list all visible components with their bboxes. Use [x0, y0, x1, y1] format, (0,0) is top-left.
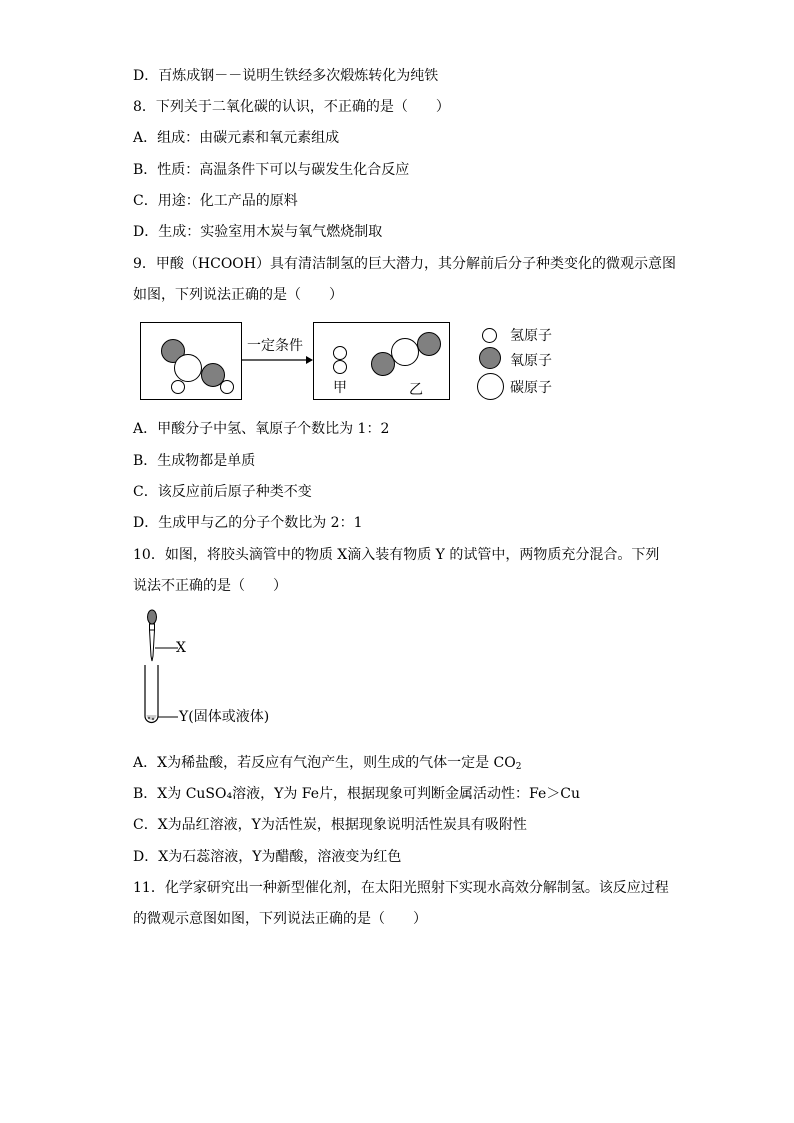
q9-option-c: C．该反应前后原子种类不变: [133, 484, 312, 500]
legend-carbon-label: 碳原子: [510, 380, 552, 396]
carbon-atom: [391, 338, 419, 366]
q10-option-a-text: A．X为稀盐酸，若反应有气泡产生，则生成的气体一定是 CO: [133, 755, 516, 771]
test-tube-label-y: Y(固体或液体): [179, 709, 270, 725]
q8-option-b: B．性质：高温条件下可以与碳发生化合反应: [133, 162, 410, 178]
q9-stem-line2: 如图，下列说法正确的是（ ）: [133, 287, 343, 303]
hydrogen-atom: [220, 380, 234, 394]
legend-hydrogen-label: 氢原子: [510, 328, 552, 344]
q11-stem-line2: 的微观示意图如图，下列说法正确的是（ ）: [133, 911, 427, 927]
q10-option-a: [133, 754, 521, 776]
dropper-icon: [140, 608, 180, 664]
q10-option-a-subscript: 2: [515, 762, 522, 772]
q9-option-a: A．甲酸分子中氢、氧原子个数比为 1：2: [133, 421, 390, 437]
q8-option-a: A．组成：由碳元素和氧元素组成: [133, 130, 340, 146]
oxygen-atom: [417, 332, 441, 356]
q8-option-c: C．用途：化工产品的原料: [133, 193, 298, 209]
q9-option-b: B．生成物都是单质: [133, 453, 256, 469]
hydrogen-atom: [333, 346, 347, 360]
reaction-condition: 一定条件: [247, 338, 303, 354]
test-tube-icon: [140, 663, 180, 727]
dropper-label-x: X: [176, 640, 186, 656]
q8-stem: 8．下列关于二氧化碳的认识，不正确的是（ ）: [133, 99, 450, 115]
reaction-arrow: [242, 355, 314, 365]
q11-stem-line1: 11．化学家研究出一种新型催化剂，在太阳光照射下实现水高效分解制氢。该反应过程: [133, 880, 669, 896]
legend-carbon-icon: [477, 373, 504, 400]
legend-oxygen-label: 氧原子: [510, 353, 552, 369]
legend-oxygen-icon: [479, 347, 501, 369]
q7-option-d: D．百炼成钢－－说明生铁经多次煅炼转化为纯铁: [133, 68, 439, 84]
q10-stem-line2: 说法不正确的是（ ）: [133, 578, 287, 594]
hydrogen-atom: [171, 380, 185, 394]
hydrogen-atom: [333, 360, 347, 374]
q10-option-c: C．X为品红溶液，Y为活性炭，根据现象说明活性炭具有吸附性: [133, 817, 527, 833]
q9-stem-line1: 9．甲酸（HCOOH）具有清洁制氢的巨大潜力，其分解前后分子种类变化的微观示意图: [133, 256, 676, 272]
q10-option-b: B．X为 CuSO₄溶液，Y为 Fe片，根据现象可判断金属活动性：Fe＞Cu: [133, 786, 581, 802]
q10-stem-line1: 10．如图，将胶头滴管中的物质 X滴入装有物质 Y 的试管中，两物质充分混合。下列: [133, 547, 660, 563]
product-label-yi: 乙: [409, 382, 423, 398]
q8-option-d: D．生成：实验室用木炭与氧气燃烧制取: [133, 224, 383, 240]
q10-option-d: D．X为石蕊溶液，Y为醋酸，溶液变为红色: [133, 849, 402, 865]
product-label-jia: 甲: [333, 380, 347, 396]
legend-hydrogen-icon: [482, 328, 497, 343]
q9-option-d: D．生成甲与乙的分子个数比为 2：1: [133, 515, 363, 531]
carbon-atom: [174, 354, 202, 382]
